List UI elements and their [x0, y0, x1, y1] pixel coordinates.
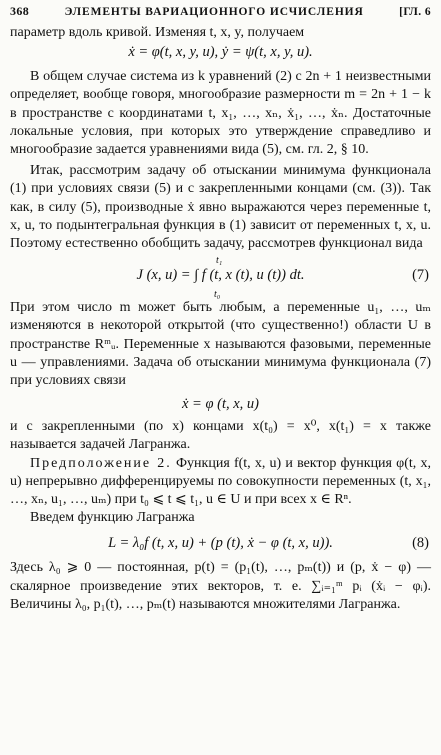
paragraph-assumption-2	[10, 455, 431, 510]
equation-7	[10, 253, 431, 299]
page-number: 368	[10, 4, 30, 18]
page-header	[10, 4, 431, 24]
equation-8	[10, 533, 431, 553]
chapter-marker: [ГЛ. 6	[399, 6, 431, 18]
paragraph-manifold: В общем случае система из k уравнений (2) с 2n + 1 неизвестными определяет, вообще говоря, многообразие размерности m = 2n + 1 − k в пространстве с координатами t, x₁, …, xₙ, ẋ₁, …, ẋₙ. Достаточные локальные условия, при которых это утверждение справедливо и многообразие задается уравнениями вида (5), см. гл. 2, § 10.	[10, 69, 431, 158]
text-line-1: параметр вдоль кривой. Изменяя t, x, y, получаем	[10, 25, 305, 40]
paragraph-controls: При этом число m может быть любым, а переменные u₁, …, uₘ изменяются в некоторой открытой (что существенно!) области U в пространстве Rᵐᵤ. Переменные x называются фазовыми, переменные u — управлениями. Задача об отыскании минимума функционала (7) при условиях связи	[10, 300, 431, 389]
paragraph-lagrange-problem: и с закрепленными (по x) концами x(t₀) = x⁰, x(t₁) = x также называется задачей Лагранжа.	[10, 419, 431, 453]
assumption-label: Предположение 2.	[30, 455, 172, 471]
equation-xy: ẋ = φ(t, x, y, u), ẏ = ψ(t, x, y, u).	[128, 44, 313, 61]
running-title: ЭЛЕМЕНТЫ ВАРИАЦИОННОГО ИСЧИСЛЕНИЯ	[64, 6, 364, 18]
text-intro-lagrangian: Введем функцию Лагранжа	[30, 510, 195, 526]
equation-number-8: (8)	[412, 535, 429, 552]
paragraph-multipliers: Здесь λ₀ ⩾ 0 — постоянная, p(t) = (p₁(t), …, pₘ(t)) и (p, ẋ − φ) — скалярное произведение этих векторов, т. е. ∑ᵢ₌₁ᵐ pᵢ (ẋᵢ − φᵢ). Величины λ₀, p₁(t), …, pₘ(t) называются множителями Лагранжа.	[10, 560, 431, 612]
assumption-text: Функция f(t, x, u) и вектор функция φ(t, x, u) непрерывно дифференцируемы по совокупности переменных (t, x₁, …, xₙ, u₁, …, uₘ) при t₀ ⩽ t ⩽ t₁, u ∈ U и при всех x ∈ Rⁿ.	[10, 455, 431, 508]
functional-definition: J (x, u) = ∫ f (t, x (t), u (t)) dt.	[136, 267, 305, 284]
integral-upper-limit: t₁	[216, 255, 223, 267]
equation-number-7: (7)	[412, 267, 429, 284]
integral-lower-limit: t₀	[214, 289, 221, 301]
lagrangian-formula: L = λ₀f (t, x, u) + (p (t), ẋ − φ (t, x, u)).	[108, 535, 333, 552]
paragraph-problem: Итак, рассмотрим задачу об отыскании минимума функционала (1) при условиях связи (5) и с закрепленными концами (см. (3)). Так как, в силу (5), производные ẋ явно выражаются через переменные t, x, u, то подынтегральная функция в (1) зависит от переменных t, x, u. Поэтому естественно обобщить задачу, рассмотрев функционал вида	[10, 163, 431, 252]
equation-constraint: ẋ = φ (t, x, u)	[182, 396, 259, 413]
